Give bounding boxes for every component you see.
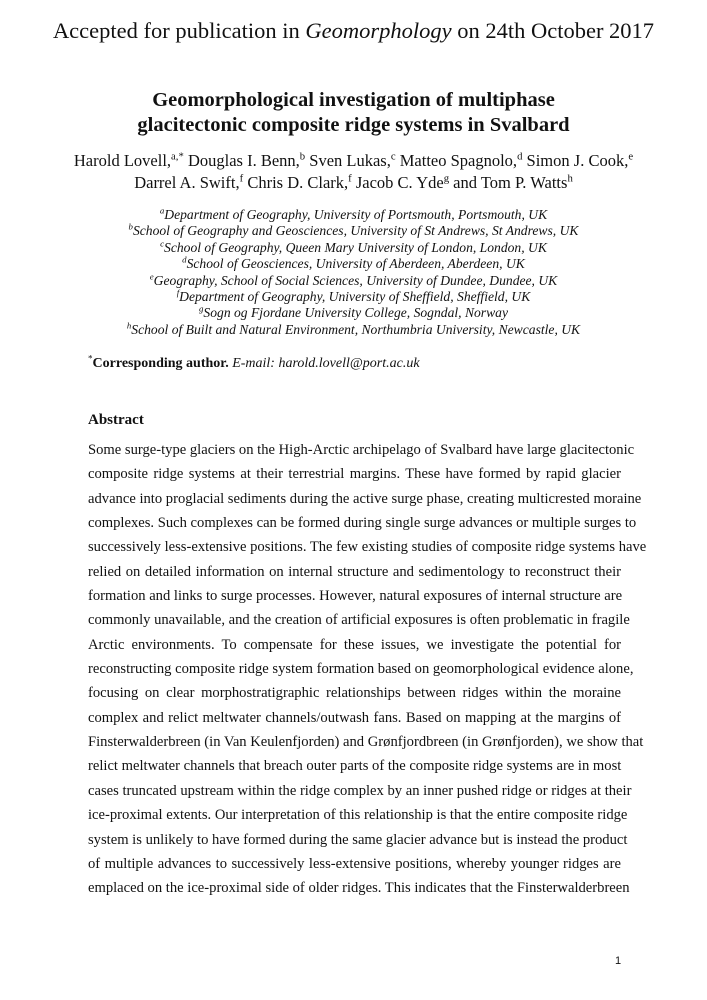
banner-prefix: Accepted for publication in <box>52 18 306 43</box>
affiliation: $^g$Sogn og Fjordane University College, Sogndal, Norway <box>199 303 508 321</box>
abstract-line: reconstructing composite ridge system formation based on geomorphological evidence alone, <box>88 661 634 678</box>
author: Matteo Spagnolo,$^d$ <box>395 150 523 170</box>
abstract-line: of multiple advances to successively less-extensive positions, whereby younger ridges are <box>88 855 621 872</box>
abstract-line: system is unlikely to have formed during the same glacier advance but is instead the product <box>88 831 628 848</box>
corresponding-label: Corresponding author. <box>92 356 229 371</box>
abstract-line: relict meltwater channels that breach outer parts of the composite ridge systems are in most <box>88 758 622 775</box>
author: Douglas I. Benn,$^b$ <box>183 150 306 170</box>
author-list <box>0 150 707 194</box>
affiliation: $^d$School of Geosciences, University of Aberdeen, Aberdeen, UK <box>182 254 525 272</box>
author: Sven Lukas,$^c$ <box>305 150 396 170</box>
affiliation: $^c$School of Geography, Queen Mary University of London, London, UK <box>160 238 547 255</box>
abstract-line: complex and relict meltwater channels/outwash fans. Based on mapping at the margins of <box>88 709 621 726</box>
paper-title <box>0 88 707 138</box>
author: Simon J. Cook,$^e$ <box>522 150 634 170</box>
affiliation: $^f$Department of Geography, University of Sheffield, Sheffield, UK <box>176 287 531 305</box>
affiliation: $^e$Geography, School of Social Sciences, University of Dundee, Dundee, UK <box>149 271 558 288</box>
page-number: 1 <box>615 955 622 967</box>
author: Jacob C. Yde$^g$ <box>351 172 450 192</box>
abstract-line: Arctic environments. To compensate for these issues, we investigate the potential for <box>88 636 621 653</box>
abstract-line: commonly unavailable, and the creation of artificial exposures is often problematic in fragile <box>88 612 630 629</box>
abstract-heading: Abstract <box>88 412 144 428</box>
author: Harold Lovell,$^{a,*}$ <box>73 150 184 170</box>
author: Chris D. Clark,$^f$ <box>243 172 352 192</box>
affiliation-list <box>0 207 707 338</box>
banner-suffix: on 24th October 2017 <box>451 18 655 43</box>
abstract-line: Some surge-type glaciers on the High-Arctic archipelago of Svalbard have large glacitectonic <box>88 442 635 458</box>
abstract-line: relied on detailed information on internal structure and sedimentology to reconstruct their <box>88 563 621 580</box>
author: and Tom P. Watts$^h$ <box>449 172 573 192</box>
abstract-line: formation and links to surge processes. However, natural exposures of internal structure are <box>88 588 623 605</box>
affiliation: $^b$School of Geography and Geosciences, University of St Andrews, St Andrews, UK <box>128 221 579 239</box>
abstract-line: ice-proximal extents. Our interpretation of this relationship is that the entire composite ridge <box>88 807 628 824</box>
abstract-line: successively less-extensive positions. The few existing studies of composite ridge systems have <box>88 539 647 556</box>
abstract-line: focusing on clear morphostratigraphic relationships between ridges within the moraine <box>88 685 621 702</box>
corresponding-author: *Corresponding author. E-mail: harold.lovell@port.ac.uk <box>88 353 420 371</box>
title-line: glacitectonic composite ridge systems in Svalbard <box>137 114 570 136</box>
title-line: Geomorphological investigation of multiphase <box>152 89 555 111</box>
affiliation: $^a$Department of Geography, University of Portsmouth, Portsmouth, UK <box>159 205 548 222</box>
abstract-body <box>88 438 647 901</box>
abstract-line: advance into proglacial sediments during the active surge phase, creating multicrested moraine <box>88 490 642 507</box>
publication-banner <box>0 18 707 44</box>
affiliation: $^h$School of Built and Natural Environment, Northumbria University, Newcastle, UK <box>126 320 581 337</box>
abstract-line: composite ridge systems at their terrestrial margins. These have formed by rapid glacier <box>88 466 621 483</box>
journal-name: Geomorphology <box>305 18 452 43</box>
abstract-line: complexes. Such complexes can be formed during single surge advances or multiple surges to <box>88 515 637 532</box>
abstract-line: Finsterwalderbreen (in Van Keulenfjorden) and Grønfjordbreen (in Grønfjorden), we show that <box>88 734 644 751</box>
author: Darrel A. Swift,$^f$ <box>134 172 244 192</box>
abstract-line: emplaced on the ice-proximal side of older ridges. This indicates that the Finsterwalderbreen <box>88 880 630 897</box>
corresponding-email: E-mail: harold.lovell@port.ac.uk <box>232 356 420 371</box>
abstract-line: cases truncated upstream within the ridge complex by an inner pushed ridge or ridges at their <box>88 782 632 799</box>
